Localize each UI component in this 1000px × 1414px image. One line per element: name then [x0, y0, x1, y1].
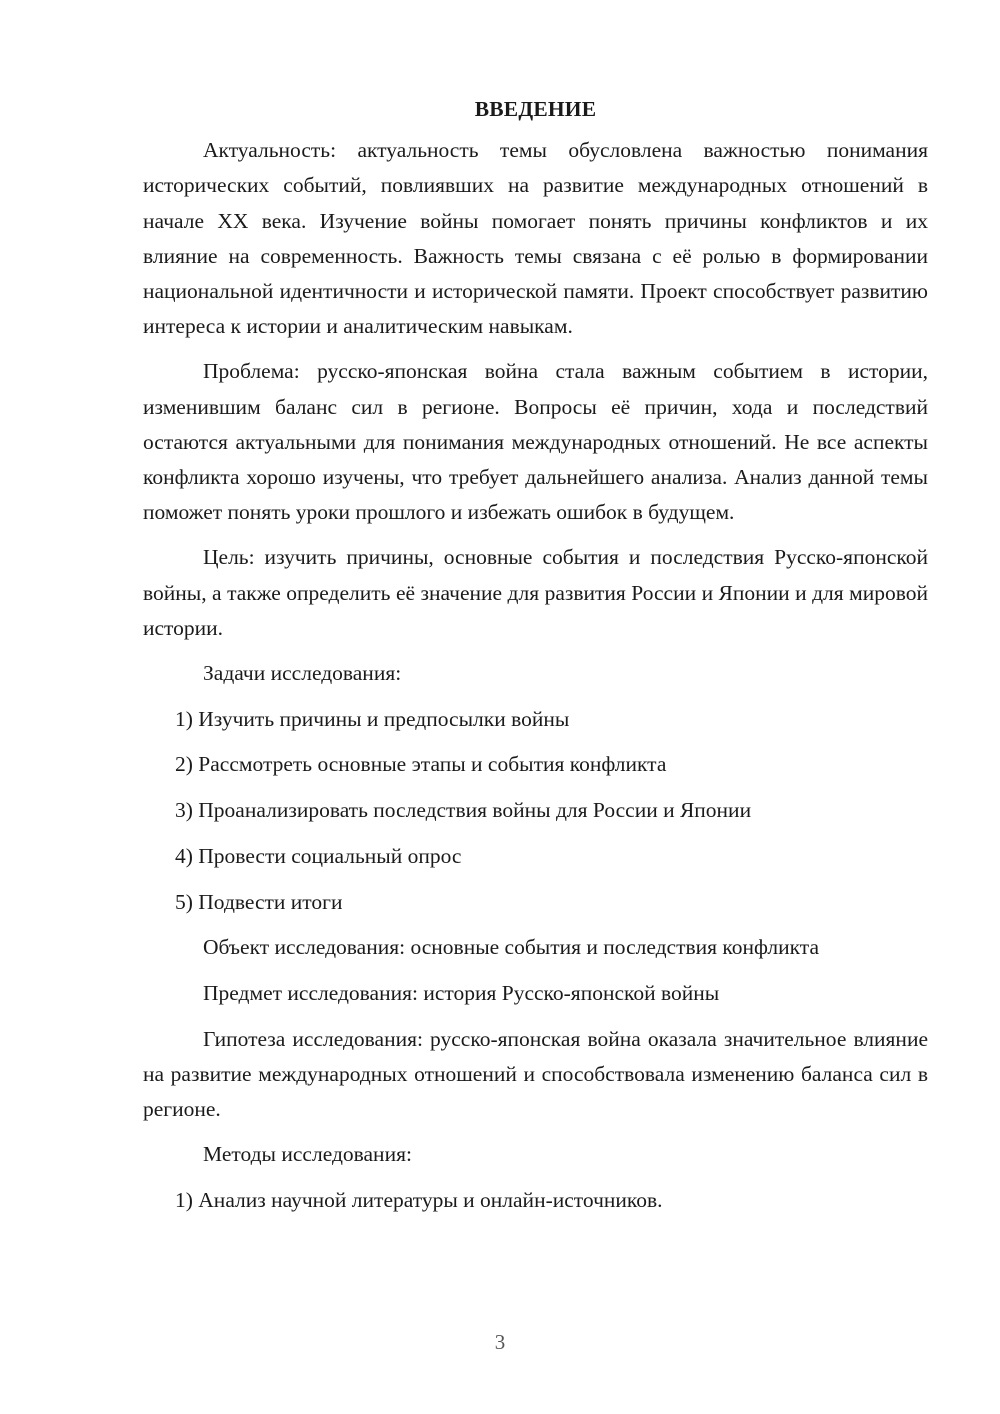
research-object: Объект исследования: основные события и последствия конфликта [203, 935, 820, 960]
task-item-4: 4) Провести социальный опрос [175, 843, 462, 868]
hypothesis-paragraph: Гипотеза исследования: русско-японская война оказала значительное влияние на развитие международных отношений и способствовала изменению баланса сил в регионе. [143, 1026, 928, 1122]
section-title: ВВЕДЕНИЕ [474, 97, 597, 121]
research-subject: Предмет исследования: история Русско-японской войны [203, 980, 720, 1005]
task-item-5: 5) Подвести итоги [175, 889, 343, 914]
problem-paragraph: Проблема: русско-японская война стала важным событием в истории, изменившим баланс сил в регионе. Вопросы её причин, хода и последствий остаются актуальными для понимания международных отношений. Не все аспекты конфликта хорошо изучены, что требует дальнейшего анализа. Анализ данной темы поможет понять уроки прошлого и избежать ошибок в будущем. [143, 359, 928, 525]
goal-paragraph: Цель: изучить причины, основные события и последствия Русско-японской войны, а также определить её значение для развития России и Японии и для мировой истории. [143, 545, 928, 640]
page-number: 3 [494, 1330, 506, 1354]
relevance-paragraph: Актуальность: актуальность темы обусловлена важностью понимания исторических событий, повлиявших на развитие международных отношений в начале XX века. Изучение войны помогает понять причины конфликтов и их влияние на современность. Важность темы связана с её ролью в формировании национальной идентичности и исторической памяти. Проект способствует развитию интереса к истории и аналитическим навыкам. [143, 138, 928, 339]
task-item-2: 2) Рассмотреть основные этапы и события конфликта [175, 752, 667, 777]
task-item-1: 1) Изучить причины и предпосылки войны [175, 706, 570, 731]
task-item-3: 3) Проанализировать последствия войны для России и Японии [175, 798, 752, 823]
tasks-heading: Задачи исследования: [203, 661, 402, 686]
methods-heading: Методы исследования: [203, 1142, 412, 1167]
document-page [143, 92, 928, 1229]
method-item-1: 1) Анализ научной литературы и онлайн-источников. [175, 1187, 663, 1212]
